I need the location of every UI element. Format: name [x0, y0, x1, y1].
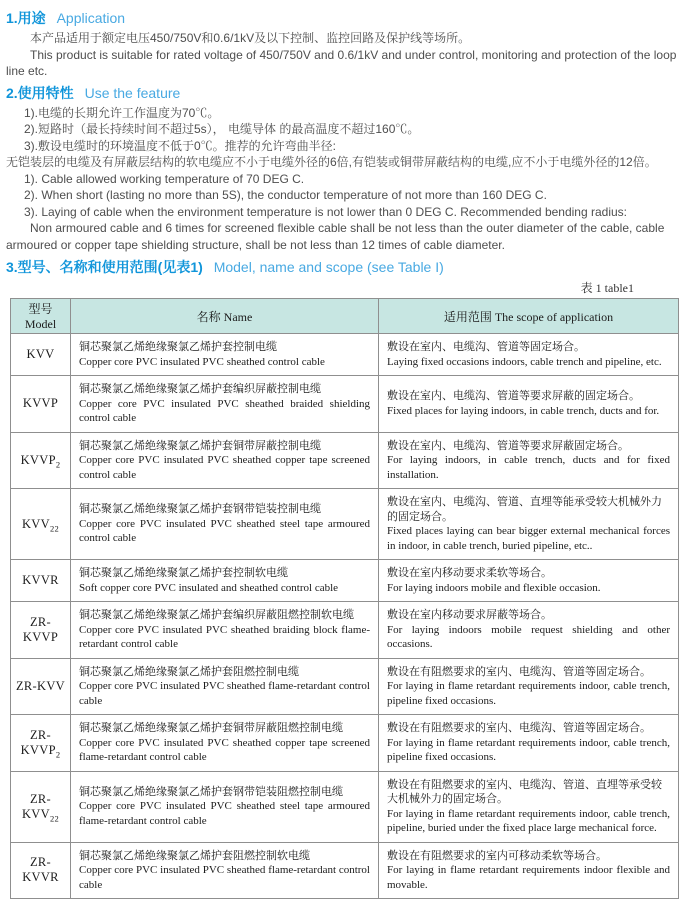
section-1-paragraph-zh: 本产品适用于额定电压450/750V和0.6/1kV及以下控制、监控回路及保护线等场所。: [30, 31, 471, 45]
feature-line: 1).电缆的长期允许工作温度为70℃。: [24, 105, 220, 120]
scope-zh: 敷设在室内、电缆沟、管道、直埋等能承受较大机械外力的固定场合。: [387, 496, 662, 523]
scope-en: Fixed places for laying indoors, in cable trench, ducts and for.: [387, 404, 660, 417]
scope-cell: [379, 432, 679, 489]
model-text: KVV: [26, 347, 55, 361]
model-subscript: 2: [55, 749, 61, 760]
model-text: KVV: [21, 516, 50, 531]
model-text: ZR- KVV: [21, 791, 52, 821]
name-cell: [71, 432, 379, 489]
model-cell: [11, 560, 71, 602]
scope-cell: [379, 376, 679, 433]
scope-cell: [379, 842, 679, 899]
name-en: Copper core PVC insulated PVC sheathed steel tape armoured flame-retardant control cable: [79, 800, 370, 827]
scope-cell: [379, 489, 679, 560]
model-text: KVVR: [22, 573, 59, 587]
name-cell: [71, 489, 379, 560]
scope-zh: 敷设在有阻燃要求的室内、电缆沟、管道等固定场合。: [387, 665, 651, 678]
model-cell: [11, 376, 71, 433]
section-3-heading-zh: 3.型号、名称和使用范围(见表1): [6, 259, 203, 275]
feature-line: 2). When short (lasting no more than 5S), the conductor temperature of not more than 160 DEG C.: [24, 188, 547, 202]
name-zh: 铜芯聚氯乙烯绝缘聚氯乙烯护套铜带屏蔽阻燃控制电缆: [79, 722, 343, 734]
model-text: ZR- KVVR: [22, 855, 59, 885]
name-cell: [71, 771, 379, 842]
table-caption: 表 1 table1: [580, 281, 634, 295]
name-zh: 铜芯聚氯乙烯绝缘聚氯乙烯护套编织屏蔽控制电缆: [79, 383, 321, 395]
model-text: ZR-KVVP: [20, 727, 56, 757]
name-zh: 铜芯聚氯乙烯绝缘聚氯乙烯护套阻燃控制软电缆: [79, 849, 310, 862]
model-scope-table: [10, 298, 679, 899]
model-text: ZR-KVV: [15, 678, 66, 693]
feature-line: 无铠装层的电缆及有屏蔽层结构的软电缆应不小于电缆外径的6倍,有铠装或铜带屏蔽结构的电缆,应不小于电缆外径的12倍。: [6, 155, 657, 169]
table-row: [11, 560, 679, 602]
feature-line: 2).短路时（最长持续时间不超过5s）， 电缆导体 的最高温度不超过160℃。: [24, 122, 420, 136]
scope-en: For laying in flame retardant requirements indoor, cable trench, pipeline fixed occasions.: [387, 680, 670, 707]
name-en: Copper core PVC insulated PVC sheathed flame-retardant control cable: [79, 864, 370, 891]
section-1-heading-zh: 1.用途: [6, 10, 46, 26]
name-cell: [71, 658, 379, 715]
table-row: [11, 602, 679, 659]
model-subscript: 22: [49, 523, 60, 533]
table-row: [11, 489, 679, 560]
scope-cell: [379, 715, 679, 772]
table-row: [11, 658, 679, 715]
scope-cell: [379, 334, 679, 376]
section-2-heading-en: Use the feature: [84, 84, 181, 101]
table-header-row: [11, 299, 679, 334]
section-3-heading-en: Model, name and scope (see Table I): [213, 259, 444, 275]
feature-line: 3).敷设电缆时的环境温度不低于0℃。推荐的允许弯曲半径:: [24, 138, 337, 153]
scope-en: For laying in flame retardant requirements indoor flexible and movable.: [387, 864, 670, 891]
scope-en: For laying indoors mobile request shielding and other occasions.: [387, 623, 670, 650]
model-cell: [11, 771, 71, 842]
scope-zh: 敷设在室内、电缆沟、管道等要求屏蔽固定场合。: [387, 439, 629, 452]
name-en: Copper core PVC insulated PVC sheathed steel tape armoured control cable: [79, 517, 370, 545]
name-en: Copper core PVC insulated PVC sheathed control cable: [79, 355, 325, 368]
header-name: 名称 Name: [71, 299, 379, 334]
section-2-heading: [6, 84, 680, 102]
table-row: [11, 376, 679, 433]
scope-en: Laying fixed occasions indoors, cable trench and pipeline, etc.: [387, 355, 662, 368]
table-row: [11, 432, 679, 489]
scope-zh: 敷设在室内移动要求屏蔽等场合。: [387, 609, 552, 621]
section-2-heading-zh: 2.使用特性: [6, 84, 74, 101]
section-1-paragraph-en: This product is suitable for rated voltage of 450/750V and 0.6/1kV and under control, monitoring and protection of the loop line etc.: [6, 47, 677, 78]
name-zh: 铜芯聚氯乙烯绝缘聚氯乙烯护套钢带铠装控制电缆: [79, 503, 321, 516]
scope-zh: 敷设在有阻燃要求的室内、电缆沟、管道等固定场合。: [387, 722, 651, 734]
model-text: ZR-KVVP: [22, 614, 59, 644]
name-zh: 铜芯聚氯乙烯绝缘聚氯乙烯护套铜带屏蔽控制电缆: [79, 439, 321, 452]
name-cell: [71, 602, 379, 659]
scope-en: For laying in flame retardant requirements indoor, cable trench, pipeline fixed occasions.: [387, 736, 670, 763]
scope-en: For laying indoors, in cable trench, ducts and for fixed installation.: [387, 454, 670, 481]
name-zh: 铜芯聚氯乙烯绝缘聚氯乙烯护套编织屏蔽阻燃控制软电缆: [79, 609, 354, 621]
name-en: Copper core PVC insulated PVC sheathed braiding block flame-retardant control cable: [79, 623, 370, 650]
model-cell: [11, 715, 71, 772]
model-subscript: 22: [49, 813, 60, 823]
table-row: [11, 842, 679, 899]
name-zh: 铜芯聚氯乙烯绝缘聚氯乙烯护套钢带铠装阻燃控制电缆: [79, 785, 343, 798]
name-zh: 铜芯聚氯乙烯绝缘聚氯乙烯护套控制软电缆: [79, 567, 288, 579]
section-1-heading-en: Application: [56, 10, 126, 26]
scope-en: Fixed places laying can bear bigger external mechanical forces in indoor, in cable trench, buried pipeline, etc..: [387, 525, 670, 552]
model-text: KVVP: [22, 396, 59, 411]
model-cell: [11, 334, 71, 376]
section-3-heading: [6, 258, 680, 276]
scope-en: For laying in flame retardant requirements indoor, cable trench, pipeline, buried under the fixed place large mechanical force.: [387, 807, 670, 834]
model-cell: [11, 489, 71, 560]
scope-cell: [379, 560, 679, 602]
scope-en: For laying indoors mobile and flexible occasion.: [387, 581, 601, 594]
scope-zh: 敷设在室内移动要求柔软等场合。: [387, 567, 552, 579]
name-en: Copper core PVC insulated PVC sheathed copper tape screened control cable: [79, 454, 370, 481]
scope-zh: 敷设在有阻燃要求的室内可移动柔软等场合。: [387, 849, 607, 862]
feature-line: Non armoured cable and 6 times for screened flexible cable shall be not less than the outer diameter of the cable, cable armoured or copper tape shielding structure, shall be not less than 12 times of cable diameter.: [6, 221, 665, 252]
name-cell: [71, 334, 379, 376]
table-row: [11, 771, 679, 842]
model-cell: [11, 842, 71, 899]
name-en: Copper core PVC insulated PVC sheathed flame-retardant control cable: [79, 680, 370, 707]
model-cell: [11, 602, 71, 659]
header-scope: 适用范围 The scope of application: [379, 299, 679, 334]
name-zh: 铜芯聚氯乙烯绝缘聚氯乙烯护套阻燃控制电缆: [79, 665, 299, 678]
model-text: KVVP: [20, 452, 56, 467]
table-row: [11, 715, 679, 772]
name-cell: [71, 376, 379, 433]
model-subscript: 2: [55, 459, 61, 470]
scope-cell: [379, 602, 679, 659]
scope-zh: 敷设在室内、电缆沟、管道等要求屏蔽的固定场合。: [387, 390, 640, 403]
scope-cell: [379, 771, 679, 842]
scope-zh: 敷设在室内、电缆沟、管道等固定场合。: [387, 341, 585, 353]
name-en: Copper core PVC insulated PVC sheathed braided shielding control cable: [79, 397, 370, 424]
name-en: Copper core PVC insulated PVC sheathed copper tape screened flame-retardant control cable: [79, 736, 370, 763]
section-1-heading: [6, 9, 680, 27]
model-cell: [11, 432, 71, 489]
feature-line: 1). Cable allowed working temperature of 70 DEG C.: [24, 171, 305, 186]
table-row: [11, 334, 679, 376]
name-cell: [71, 715, 379, 772]
model-cell: [11, 658, 71, 715]
feature-line: 3). Laying of cable when the environment temperature is not lower than 0 DEG C. Recommended bending radius:: [24, 204, 627, 219]
scope-zh: 敷设在有阻燃要求的室内、电缆沟、管道、直埋等承受较大机械外力的固定场合。: [387, 778, 662, 805]
name-en: Soft copper core PVC insulated and sheathed control cable: [79, 581, 339, 594]
name-cell: [71, 842, 379, 899]
header-model: 型号 Model: [11, 299, 71, 334]
scope-cell: [379, 658, 679, 715]
name-cell: [71, 560, 379, 602]
name-zh: 铜芯聚氯乙烯绝缘聚氯乙烯护套控制电缆: [79, 341, 277, 353]
